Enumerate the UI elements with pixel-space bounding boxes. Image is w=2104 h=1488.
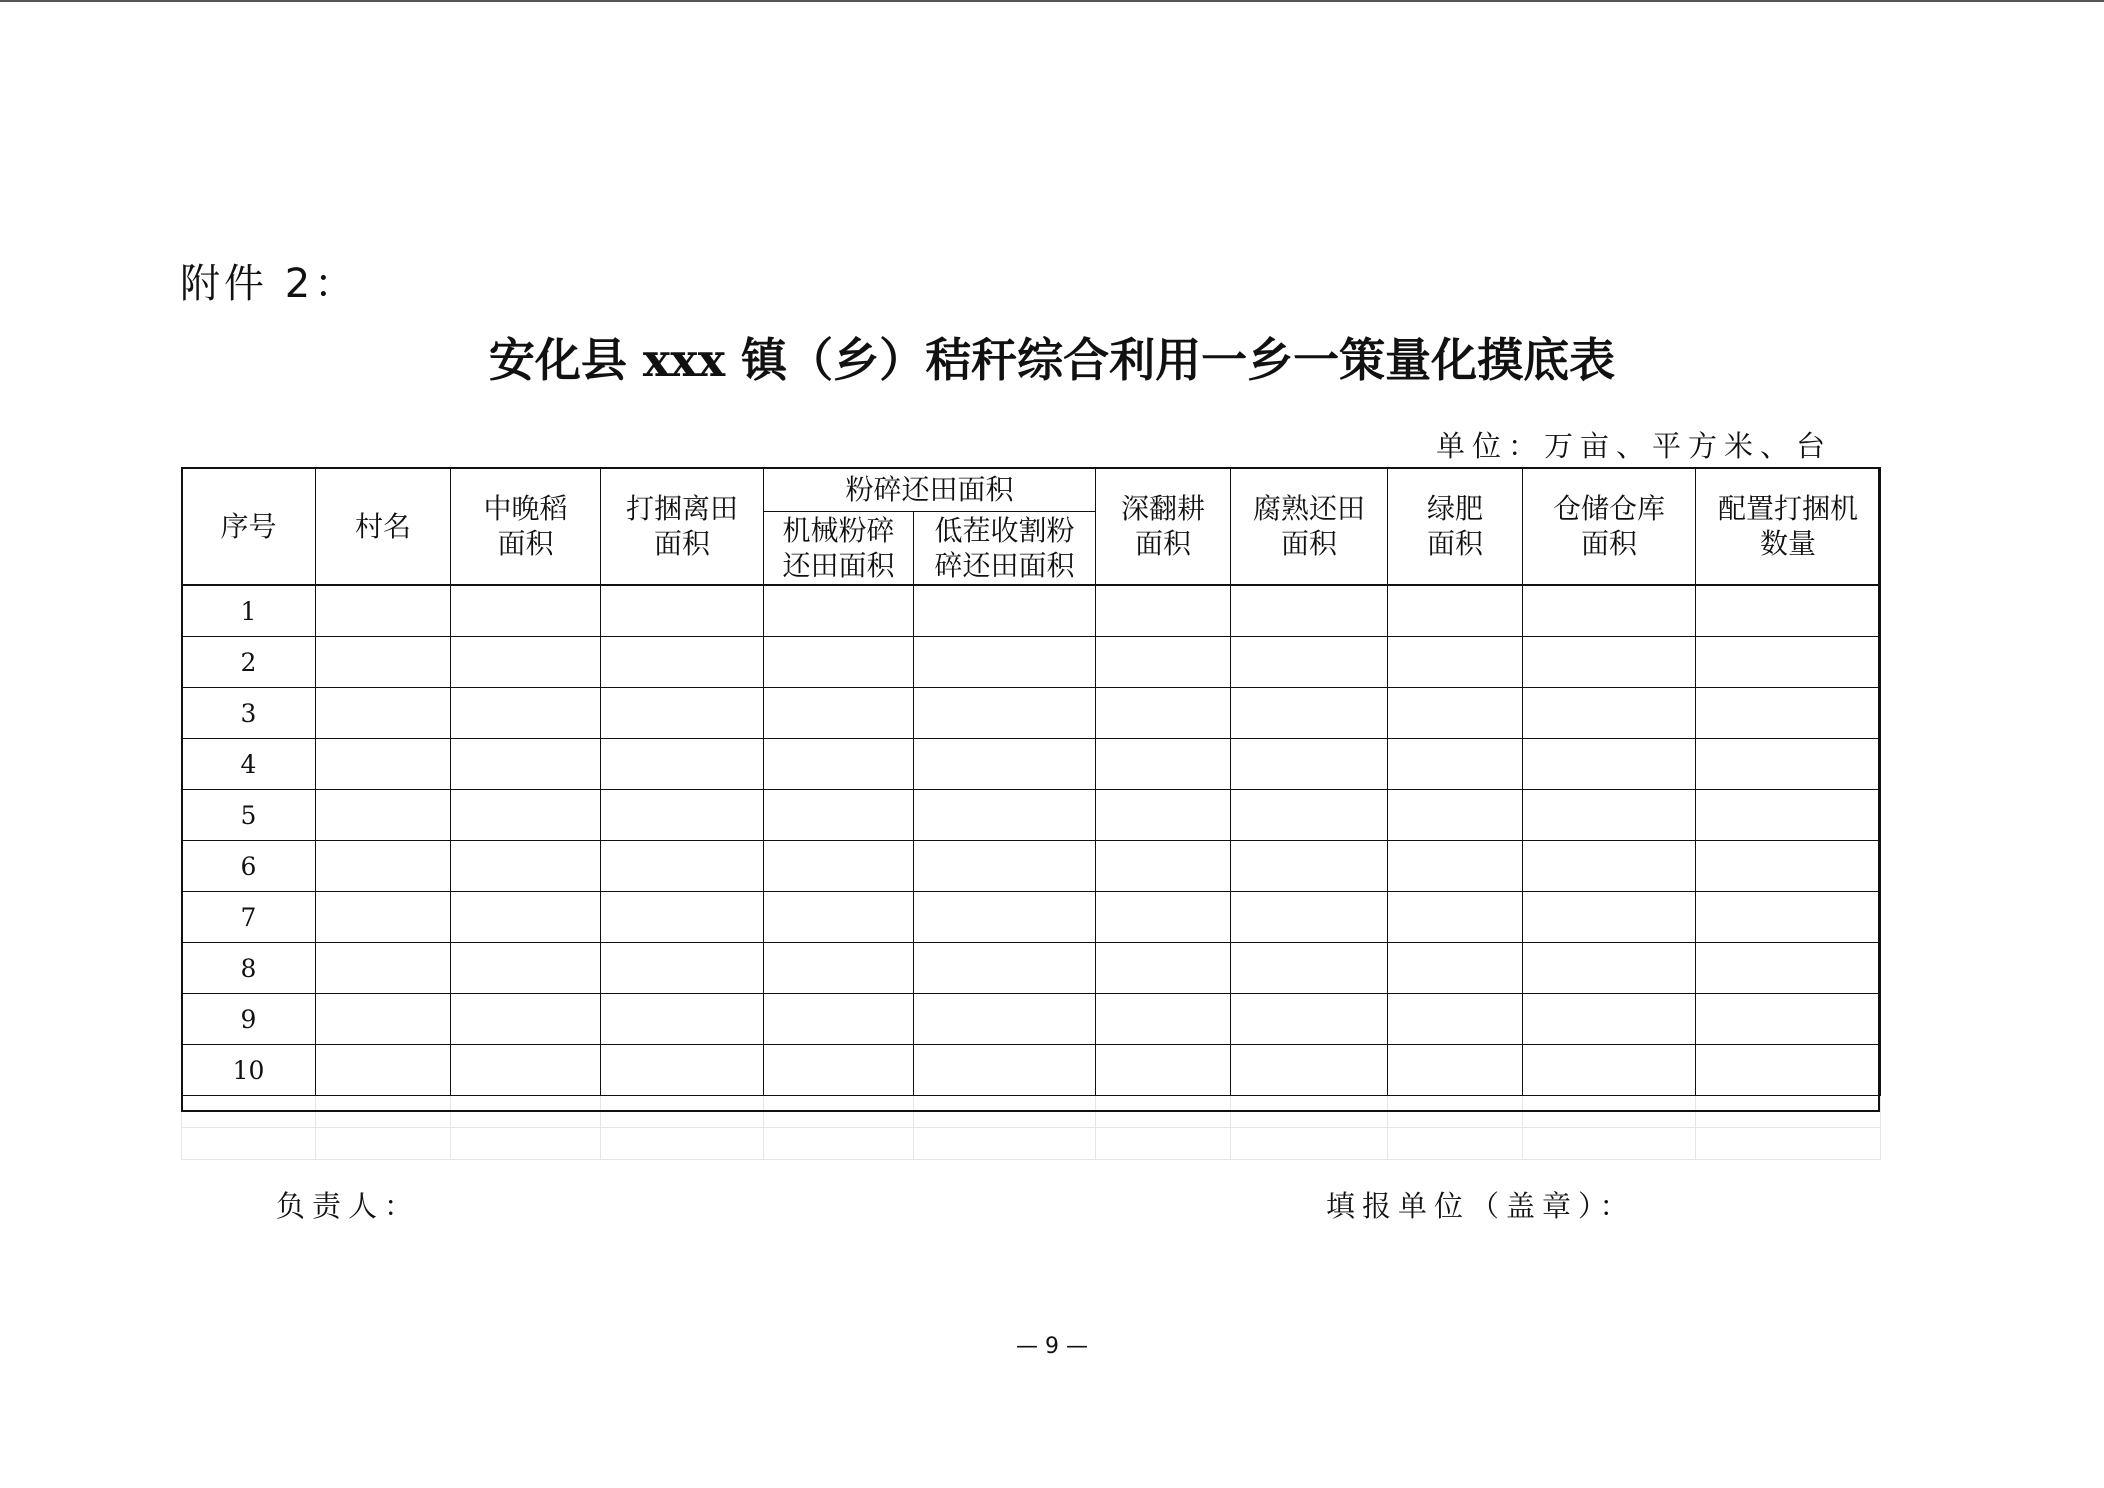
table-cell-input[interactable] [601,943,764,994]
faint-ruled-cell [1388,1096,1523,1128]
table-cell-input[interactable] [914,739,1096,790]
table-cell-input[interactable] [451,1045,601,1096]
table-cell-input[interactable] [601,585,764,637]
table-cell-input[interactable] [451,841,601,892]
table-cell-input[interactable] [1696,585,1881,637]
header-village: 村名 [316,468,451,586]
table-cell-input[interactable] [1388,994,1523,1045]
table-cell-input[interactable] [601,1045,764,1096]
table-row [182,637,1881,688]
table-cell-input[interactable] [1231,994,1388,1045]
table-cell-input[interactable] [1231,637,1388,688]
table-cell-input[interactable] [1096,739,1231,790]
table-row [182,585,1881,637]
faint-ruled-cell [1096,1128,1231,1160]
table-cell-input[interactable] [1388,585,1523,637]
table-cell-input[interactable] [1523,892,1696,943]
faint-ruled-cell [1096,1096,1231,1128]
table-cell-input[interactable] [1231,790,1388,841]
header-deep-plow-area: 深翻耕 面积 [1096,468,1231,586]
table-cell-input[interactable] [1231,688,1388,739]
table-cell-input[interactable] [451,790,601,841]
table-cell-input[interactable] [316,892,451,943]
row-number-cell: 7 [182,892,316,943]
table-cell-input[interactable] [316,637,451,688]
table-cell-input[interactable] [601,739,764,790]
table-cell-input[interactable] [1096,585,1231,637]
table-cell-input[interactable] [914,585,1096,637]
table-cell-input[interactable] [914,994,1096,1045]
table-cell-input[interactable] [914,841,1096,892]
table-cell-input[interactable] [1523,1045,1696,1096]
table-cell-input[interactable] [914,1045,1096,1096]
table-cell-input[interactable] [1096,841,1231,892]
table-cell-input[interactable] [1096,994,1231,1045]
faint-ruled-cell [316,1128,451,1160]
table-row [182,790,1881,841]
table-cell-input[interactable] [601,994,764,1045]
table-cell-input[interactable] [1231,943,1388,994]
faint-ruled-cell [1523,1096,1696,1128]
table-cell-input[interactable] [316,841,451,892]
table-cell-input[interactable] [764,994,914,1045]
table-cell-input[interactable] [1523,637,1696,688]
table-cell-input[interactable] [764,688,914,739]
document-title: 安化县 xxx 镇（乡）秸秆综合利用一乡一策量化摸底表 [488,333,1616,387]
table-cell-input[interactable] [316,790,451,841]
table-cell-input[interactable] [1388,892,1523,943]
table-cell-input[interactable] [764,1045,914,1096]
faint-ruled-cell [914,1096,1096,1128]
table-cell-input[interactable] [1696,943,1881,994]
top-border-line [0,0,2104,2]
header-compost-area: 腐熟还田 面积 [1231,468,1388,586]
page-number: — 9 — [1016,1334,1088,1359]
table-cell-input[interactable] [1696,994,1881,1045]
table-row [182,841,1881,892]
faint-ruled-cell [182,1128,316,1160]
table-cell-input[interactable] [451,739,601,790]
table-cell-input[interactable] [1523,688,1696,739]
faint-ruled-cell [601,1128,764,1160]
table-cell-input[interactable] [1696,637,1881,688]
survey-table [181,467,1881,1160]
reporting-unit-label: 填报单位（盖章）： [1326,1189,1636,1223]
table-cell-input[interactable] [1696,739,1881,790]
table-cell-input[interactable] [1388,739,1523,790]
faint-ruled-cell [451,1128,601,1160]
attachment-label: 附件 2： [180,261,359,307]
table-row [182,994,1881,1045]
row-number-cell: 3 [182,688,316,739]
faint-ruled-cell [1696,1128,1881,1160]
faint-ruled-cell [451,1096,601,1128]
table-cell-input[interactable] [601,790,764,841]
table-cell-input[interactable] [316,585,451,637]
table-cell-input[interactable] [1388,943,1523,994]
table-header [182,468,1881,586]
header-baler-count: 配置打捆机 数量 [1696,468,1881,586]
table-cell-input[interactable] [451,994,601,1045]
row-number-cell: 9 [182,994,316,1045]
table-cell-input[interactable] [1096,688,1231,739]
faint-ruled-cell [1388,1128,1523,1160]
row-number-cell: 1 [182,585,316,637]
table-cell-input[interactable] [1096,790,1231,841]
faint-ruled-cell [601,1096,764,1128]
table-cell-input[interactable] [1523,739,1696,790]
table-cell-input[interactable] [601,892,764,943]
table-row [182,1045,1881,1096]
table-cell-input[interactable] [764,841,914,892]
table-row [182,739,1881,790]
table-cell-input[interactable] [1696,688,1881,739]
table-cell-input[interactable] [1096,637,1231,688]
table-cell-input[interactable] [451,585,601,637]
header-seq: 序号 [182,468,316,586]
table-cell-input[interactable] [451,892,601,943]
table-cell-input[interactable] [1523,943,1696,994]
table-cell-input[interactable] [1231,739,1388,790]
faint-ruled-cell [764,1128,914,1160]
table-cell-input[interactable] [1231,1045,1388,1096]
table-cell-input[interactable] [764,892,914,943]
table-cell-input[interactable] [1696,841,1881,892]
table-cell-input[interactable] [601,841,764,892]
faint-ruled-cell [316,1096,451,1128]
table-cell-input[interactable] [1388,637,1523,688]
table-cell-input[interactable] [451,688,601,739]
table-cell-input[interactable] [914,943,1096,994]
table-cell-input[interactable] [451,943,601,994]
table-cell-input[interactable] [1388,688,1523,739]
row-number-cell: 6 [182,841,316,892]
table-cell-input[interactable] [316,688,451,739]
row-number-cell: 10 [182,1045,316,1096]
row-number-cell: 8 [182,943,316,994]
table-cell-input[interactable] [1696,892,1881,943]
faint-ruled-row [182,1128,1881,1160]
header-baling-area: 打捆离田 面积 [601,468,764,586]
row-number-cell: 5 [182,790,316,841]
faint-ruled-cell [1231,1096,1388,1128]
table-cell-input[interactable] [316,943,451,994]
faint-ruled-cell [914,1128,1096,1160]
table-cell-input[interactable] [914,688,1096,739]
faint-ruled-cell [1231,1128,1388,1160]
table-cell-input[interactable] [601,637,764,688]
table-cell-input[interactable] [1096,892,1231,943]
table-cell-input[interactable] [1231,841,1388,892]
table-cell-input[interactable] [601,688,764,739]
header-storage-area: 仓储仓库 面积 [1523,468,1696,586]
table-cell-input[interactable] [1523,994,1696,1045]
row-number-cell: 2 [182,637,316,688]
faint-ruled-cell [764,1096,914,1128]
table-cell-input[interactable] [914,637,1096,688]
table-cell-input[interactable] [1096,943,1231,994]
table-row [182,892,1881,943]
table-cell-input[interactable] [764,739,914,790]
header-green-manure-area: 绿肥 面积 [1388,468,1523,586]
header-low-stubble-crush: 低茬收割粉 碎还田面积 [914,512,1096,586]
table-cell-input[interactable] [1096,1045,1231,1096]
table-cell-input[interactable] [764,585,914,637]
table-cell-input[interactable] [1388,841,1523,892]
table-cell-input[interactable] [764,637,914,688]
table-cell-input[interactable] [451,637,601,688]
faint-ruled-cell [1523,1128,1696,1160]
faint-ruled-cell [1696,1096,1881,1128]
header-mechanical-crush: 机械粉碎 还田面积 [764,512,914,586]
table-cell-input[interactable] [316,994,451,1045]
table-cell-input[interactable] [764,943,914,994]
row-number-cell: 4 [182,739,316,790]
table-cell-input[interactable] [914,892,1096,943]
header-rice-area: 中晚稻 面积 [451,468,601,586]
faint-ruled-row [182,1096,1881,1128]
table-cell-input[interactable] [1523,585,1696,637]
table-body [182,585,1881,1160]
table-cell-input[interactable] [1696,1045,1881,1096]
table-cell-input[interactable] [1523,790,1696,841]
table-cell-input[interactable] [316,1045,451,1096]
table-cell-input[interactable] [1231,585,1388,637]
responsible-person-label: 负责人： [276,1189,421,1223]
faint-ruled-cell [182,1096,316,1128]
table-cell-input[interactable] [914,790,1096,841]
table-row [182,943,1881,994]
table-cell-input[interactable] [764,790,914,841]
table-cell-input[interactable] [316,739,451,790]
table-cell-input[interactable] [1231,892,1388,943]
table-cell-input[interactable] [1388,790,1523,841]
table-cell-input[interactable] [1696,790,1881,841]
table-cell-input[interactable] [1523,841,1696,892]
table-cell-input[interactable] [1388,1045,1523,1096]
header-crush-return-group: 粉碎还田面积 [764,468,1096,512]
unit-note: 单位：万亩、平方米、台 [1435,429,1832,463]
table-row [182,688,1881,739]
